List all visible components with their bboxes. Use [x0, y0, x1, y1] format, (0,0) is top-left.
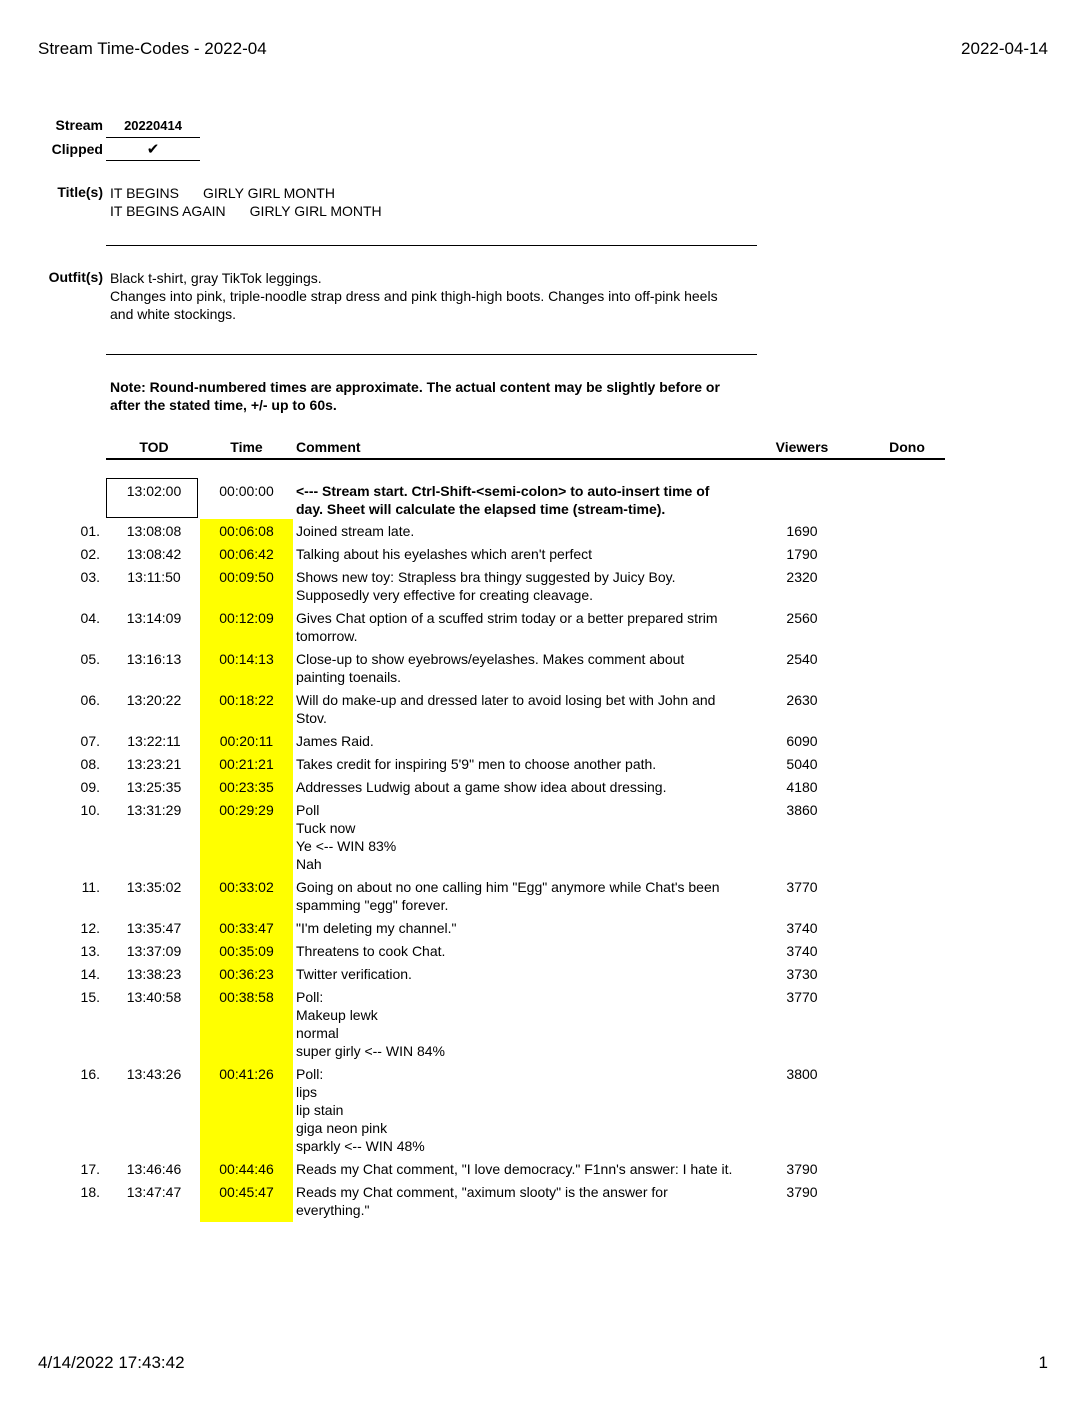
- header-date: 2022-04-14: [961, 39, 1048, 58]
- row-time: 00:41:26: [219, 1066, 274, 1082]
- row-comment-line: super girly <-- WIN 84%: [296, 1043, 445, 1059]
- row-viewers: 4180: [786, 779, 818, 795]
- row-tod: 13:31:29: [126, 802, 182, 818]
- clipped-label: Clipped: [51, 141, 103, 157]
- row-tod: 13:46:46: [126, 1161, 182, 1177]
- start-time: 00:00:00: [219, 483, 274, 499]
- row-tod: 13:23:21: [126, 756, 182, 772]
- row-tod: 13:22:11: [127, 733, 181, 749]
- row-viewers: 3770: [786, 879, 818, 895]
- row-viewers: 6090: [786, 733, 818, 749]
- row-number: 12.: [80, 920, 100, 936]
- row-tod: 13:40:58: [126, 989, 182, 1005]
- col-header-tod: TOD: [139, 439, 169, 455]
- row-time: 00:36:23: [219, 966, 274, 982]
- row-comment-line: lips: [296, 1084, 318, 1100]
- title-1-part-1: IT BEGINS: [110, 185, 179, 201]
- row-comment-line: Poll:: [296, 989, 324, 1005]
- row-viewers: 1790: [786, 546, 818, 562]
- row-comment-line: giga neon pink: [296, 1120, 388, 1136]
- titles-label: Title(s): [57, 184, 103, 200]
- row-tod: 13:08:08: [126, 523, 182, 539]
- row-number: 04.: [80, 610, 100, 626]
- start-comment-line-2: day. Sheet will calculate the elapsed time (stream-time).: [296, 501, 666, 517]
- row-comment-line: Going on about no one calling him "Egg" anymore while Chat's been: [296, 879, 720, 895]
- row-number: 08.: [80, 756, 100, 772]
- row-number: 09.: [80, 779, 100, 795]
- row-time: 00:09:50: [219, 569, 274, 585]
- col-header-time: Time: [230, 439, 263, 455]
- row-tod: 13:43:26: [126, 1066, 182, 1082]
- row-number: 10.: [80, 802, 100, 818]
- row-comment-line: Nah: [296, 856, 322, 872]
- row-comment-line: Twitter verification.: [296, 966, 412, 982]
- outfit-line-2: Changes into pink, triple-noodle strap dress and pink thigh-high boots. Changes into off-pink heels: [110, 288, 718, 304]
- row-comment-line: spamming "egg" forever.: [296, 897, 449, 913]
- row-tod: 13:20:22: [126, 692, 182, 708]
- row-viewers: 2540: [786, 651, 818, 667]
- start-tod: 13:02:00: [126, 483, 182, 499]
- row-time: 00:33:47: [219, 920, 274, 936]
- row-time: 00:44:46: [219, 1161, 274, 1177]
- title-2-part-2: GIRLY GIRL MONTH: [249, 203, 382, 219]
- row-time: 00:38:58: [219, 989, 274, 1005]
- row-comment-line: normal: [296, 1025, 339, 1041]
- row-time: 00:18:22: [219, 692, 274, 708]
- row-comment-line: Will do make-up and dressed later to avoid losing bet with John and: [296, 692, 716, 708]
- row-number: 01.: [80, 523, 100, 539]
- row-comment-line: Threatens to cook Chat.: [296, 943, 446, 959]
- row-time: 00:12:09: [219, 610, 274, 626]
- outfits-label: Outfit(s): [48, 269, 103, 285]
- row-comment-line: Reads my Chat comment, "I love democracy." F1nn's answer: I hate it.: [296, 1161, 733, 1177]
- row-comment-line: Addresses Ludwig about a game show idea about dressing.: [296, 779, 667, 795]
- clipped-checkmark-icon: ✔: [146, 141, 160, 158]
- row-tod: 13:25:35: [126, 779, 182, 795]
- title-1-part-2: GIRLY GIRL MONTH: [202, 185, 335, 201]
- row-time: 00:33:02: [219, 879, 274, 895]
- row-comment-line: sparkly <-- WIN 48%: [296, 1138, 425, 1154]
- row-tod: 13:16:13: [126, 651, 182, 667]
- col-header-dono: Dono: [889, 439, 925, 455]
- row-time: 00:29:29: [219, 802, 274, 818]
- row-viewers: 3730: [786, 966, 818, 982]
- row-viewers: 3790: [786, 1184, 818, 1200]
- row-tod: 13:14:09: [126, 610, 182, 626]
- row-number: 05.: [80, 651, 100, 667]
- row-number: 11.: [81, 879, 100, 895]
- row-number: 07.: [80, 733, 100, 749]
- row-viewers: 5040: [786, 756, 818, 772]
- row-time: 00:21:21: [219, 756, 274, 772]
- row-comment-line: Ye <-- WIN 83%: [296, 838, 397, 854]
- row-time: 00:45:47: [219, 1184, 274, 1200]
- note-line-2: after the stated time, +/- up to 60s.: [110, 397, 337, 413]
- row-viewers: 1690: [786, 523, 818, 539]
- stream-value: 20220414: [124, 118, 182, 133]
- row-time: 00:06:08: [219, 523, 274, 539]
- row-time: 00:06:42: [219, 546, 274, 562]
- row-comment-line: tomorrow.: [296, 628, 358, 644]
- row-comment-line: Shows new toy: Strapless bra thingy suggested by Juicy Boy.: [296, 569, 676, 585]
- row-viewers: 2630: [786, 692, 818, 708]
- row-time: 00:23:35: [219, 779, 274, 795]
- row-time: 00:35:09: [219, 943, 274, 959]
- row-tod: 13:38:23: [126, 966, 182, 982]
- row-comment-line: painting toenails.: [296, 669, 402, 685]
- row-tod: 13:11:50: [127, 569, 181, 585]
- row-comment-line: lip stain: [296, 1102, 344, 1118]
- row-comment-line: "I'm deleting my channel.": [296, 920, 457, 936]
- row-comment-line: Talking about his eyelashes which aren't perfect: [296, 546, 593, 562]
- row-comment-line: Reads my Chat comment, "aximum slooty" is the answer for: [296, 1184, 668, 1200]
- row-comment-line: Supposedly very effective for creating cleavage.: [296, 587, 594, 603]
- row-number: 02.: [80, 546, 100, 562]
- footer-timestamp: 4/14/2022 17:43:42: [38, 1353, 185, 1372]
- col-header-comment: Comment: [296, 439, 361, 455]
- row-number: 15.: [80, 989, 100, 1005]
- row-number: 17.: [80, 1161, 100, 1177]
- row-tod: 13:35:47: [126, 920, 182, 936]
- row-comment-line: Stov.: [296, 710, 327, 726]
- row-comment-line: Poll: [296, 802, 320, 818]
- start-comment-line-1: <--- Stream start. Ctrl-Shift-<semi-colon> to auto-insert time of: [296, 483, 710, 499]
- footer-page-number: 1: [1038, 1353, 1048, 1372]
- row-tod: 13:47:47: [126, 1184, 182, 1200]
- row-comment-line: Makeup lewk: [296, 1007, 378, 1023]
- col-header-viewers: Viewers: [775, 439, 829, 455]
- row-number: 14.: [80, 966, 100, 982]
- row-number: 16.: [80, 1066, 100, 1082]
- row-number: 18.: [80, 1184, 100, 1200]
- row-number: 13.: [80, 943, 100, 959]
- row-viewers: 2560: [786, 610, 818, 626]
- row-tod: 13:08:42: [126, 546, 182, 562]
- row-viewers: 3790: [786, 1161, 818, 1177]
- outfit-line-3: and white stockings.: [110, 306, 237, 322]
- row-tod: 13:37:09: [126, 943, 182, 959]
- row-tod: 13:35:02: [126, 879, 182, 895]
- row-comment-line: Poll:: [296, 1066, 324, 1082]
- row-comment-line: Joined stream late.: [296, 523, 415, 539]
- row-viewers: 3740: [786, 943, 818, 959]
- row-comment-line: everything.": [296, 1202, 370, 1218]
- row-comment-line: Takes credit for inspiring 5'9" men to choose another path.: [296, 756, 657, 772]
- title-2-part-1: IT BEGINS AGAIN: [110, 203, 226, 219]
- row-comment-line: Tuck now: [296, 820, 356, 836]
- note-line-1: Note: Round-numbered times are approximate. The actual content may be slightly before or: [110, 379, 720, 395]
- row-number: 03.: [80, 569, 100, 585]
- row-comment-line: Gives Chat option of a scuffed strim today or a better prepared strim: [296, 610, 718, 626]
- row-comment-line: James Raid.: [296, 733, 374, 749]
- row-number: 06.: [80, 692, 100, 708]
- row-viewers: 3800: [786, 1066, 818, 1082]
- stream-label: Stream: [55, 117, 103, 133]
- row-viewers: 3860: [786, 802, 818, 818]
- outfit-line-1: Black t-shirt, gray TikTok leggings.: [110, 270, 322, 286]
- document-title: Stream Time-Codes - 2022-04: [38, 39, 267, 58]
- row-time: 00:20:11: [219, 733, 274, 749]
- row-comment-line: Close-up to show eyebrows/eyelashes. Makes comment about: [296, 651, 685, 667]
- row-viewers: 3770: [786, 989, 818, 1005]
- row-viewers: 2320: [786, 569, 818, 585]
- row-time: 00:14:13: [219, 651, 274, 667]
- row-viewers: 3740: [786, 920, 818, 936]
